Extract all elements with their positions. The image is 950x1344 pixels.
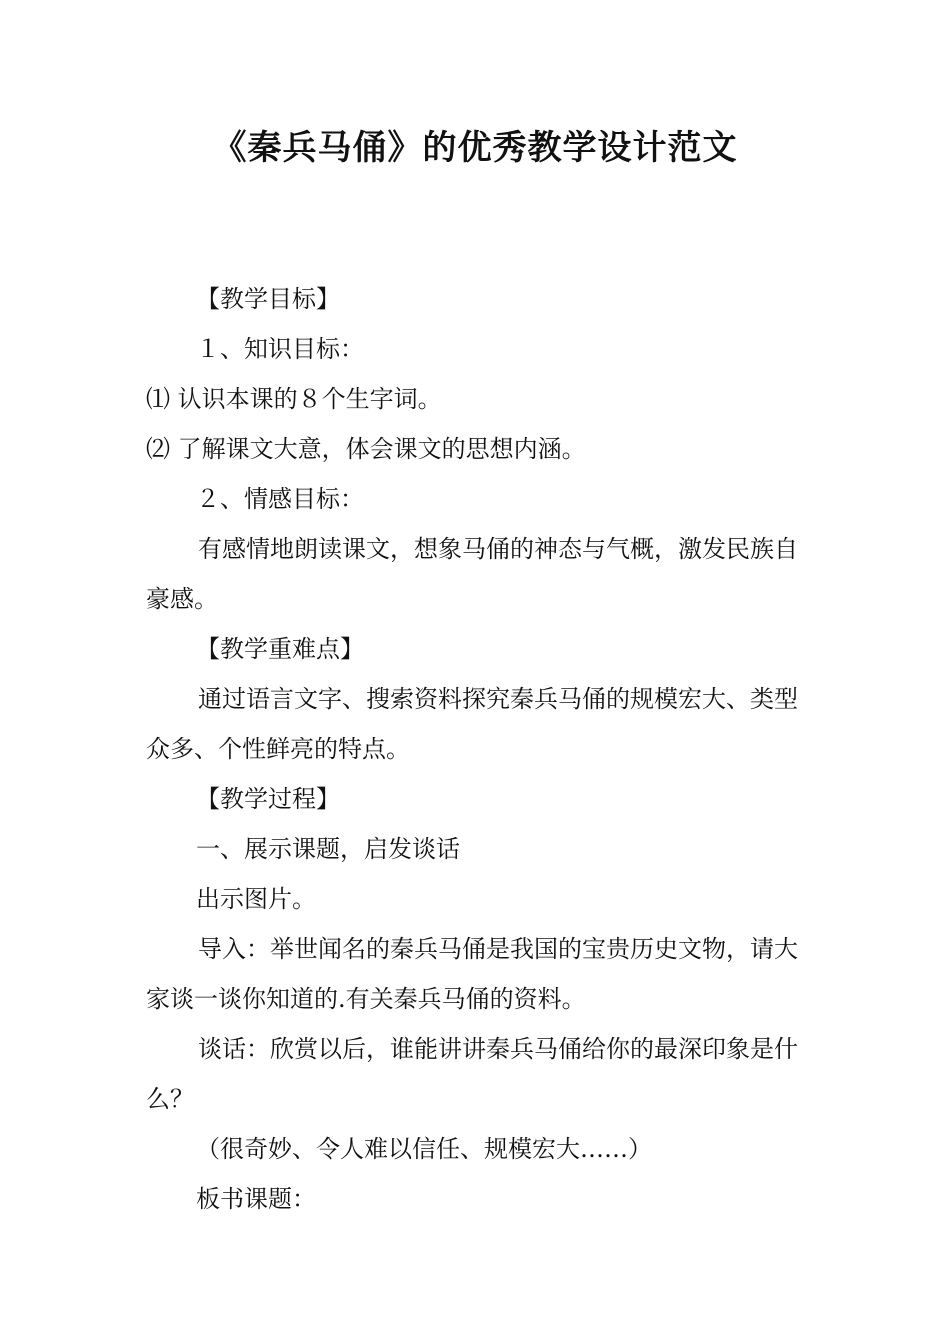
document-body bbox=[146, 274, 812, 1224]
document-title: 《秦兵马俑》的优秀教学设计范文 bbox=[212, 128, 738, 168]
process-step-heading: 一、展示课题，启发谈话 bbox=[196, 835, 460, 863]
emotion-goal-heading: ２、情感目标： bbox=[196, 485, 364, 513]
discussion-paragraph: 谈话：欣赏以后，谁能讲讲秦兵马俑给你的最深印象是什么？ bbox=[146, 1035, 798, 1113]
key-points-paragraph: 通过语言文字、搜索资料探究秦兵马俑的规模宏大、类型众多、个性鲜亮的特点。 bbox=[146, 685, 798, 763]
section-heading-teaching-process: 【教学过程】 bbox=[196, 785, 340, 813]
emotion-goal-paragraph: 有感情地朗读课文，想象马俑的神态与气概，激发民族自豪感。 bbox=[146, 535, 798, 613]
knowledge-goal-item-2: ⑵ 了解课文大意，体会课文的思想内涵。 bbox=[146, 435, 586, 463]
show-picture-paragraph: 出示图片。 bbox=[196, 885, 316, 913]
introduction-paragraph: 导入：举世闻名的秦兵马俑是我国的宝贵历史文物，请大家谈一谈你知道的.有关秦兵马俑的资料。 bbox=[146, 935, 798, 1013]
board-title-paragraph: 板书课题： bbox=[196, 1185, 316, 1213]
knowledge-goal-heading: １、知识目标： bbox=[196, 335, 364, 363]
expected-answers-paragraph: （很奇妙、令人难以信任、规模宏大……） bbox=[196, 1135, 652, 1163]
section-heading-key-points: 【教学重难点】 bbox=[196, 635, 364, 663]
section-heading-teaching-goals: 【教学目标】 bbox=[196, 285, 340, 313]
knowledge-goal-item-1: ⑴ 认识本课的８个生字词。 bbox=[146, 385, 442, 413]
